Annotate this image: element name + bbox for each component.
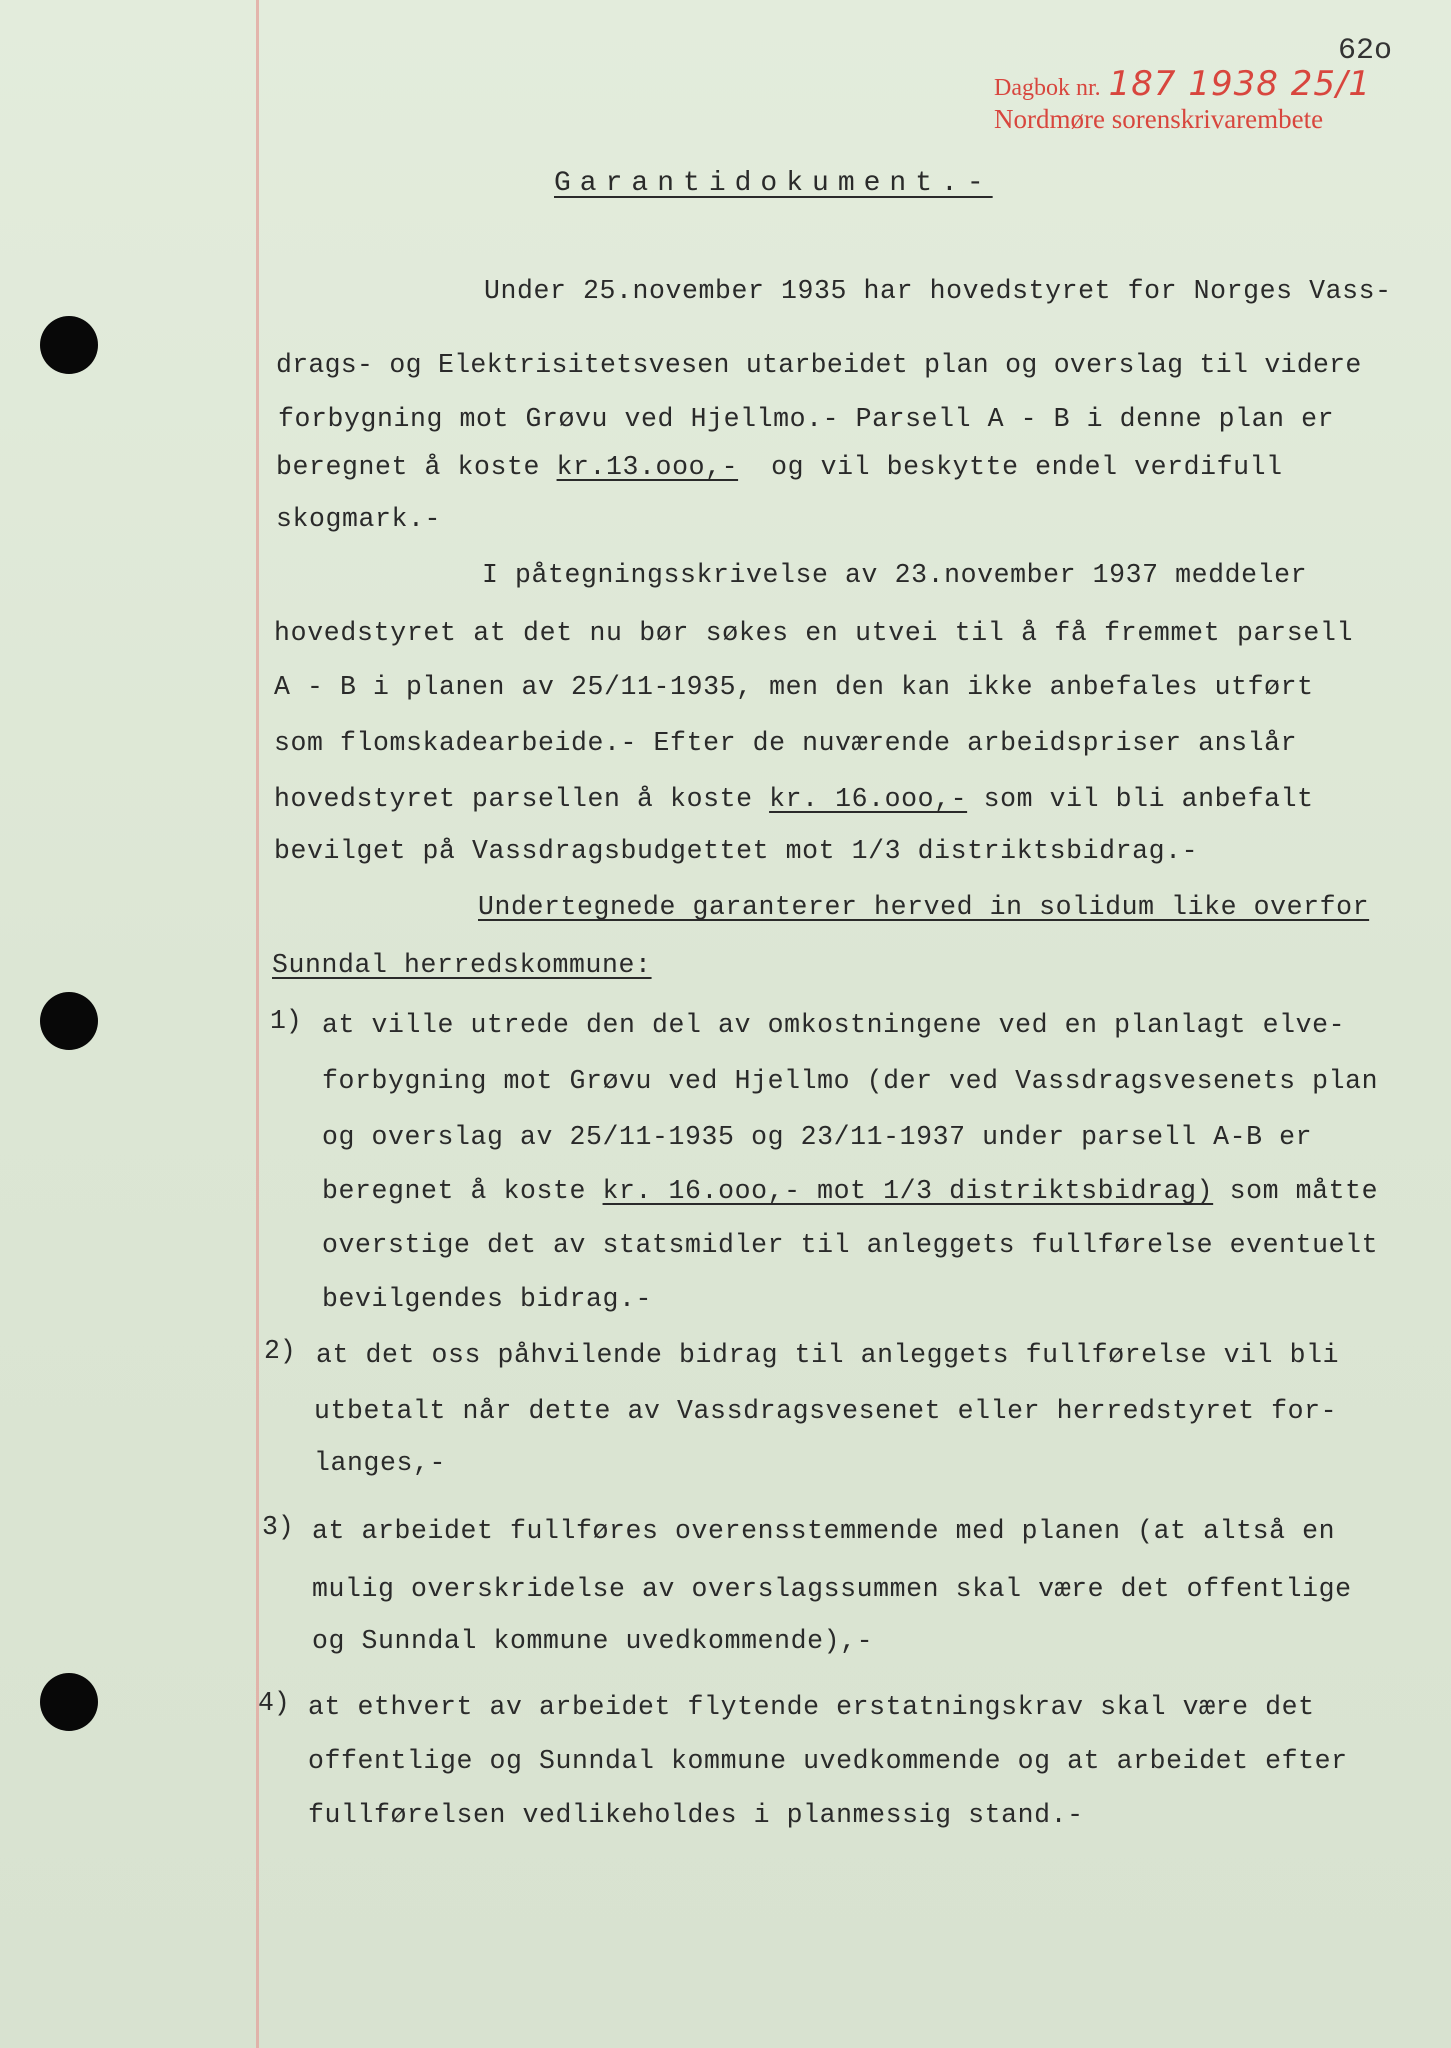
item-number: 2) <box>264 1336 296 1366</box>
guarantee-intro: Undertegnede garanterer herved in solidum like overfor <box>478 892 1370 922</box>
item-line: og overslag av 25/11-1935 og 23/11-1937 under parsell A-B er <box>322 1122 1313 1152</box>
paragraph-line: som flomskadearbeide.- Efter de nuværende arbeidspriser anslår <box>274 728 1298 758</box>
punch-hole-icon <box>40 316 98 374</box>
item-line: fullførelsen vedlikeholdes i planmessig stand.- <box>308 1800 1084 1830</box>
item-line: forbygning mot Grøvu ved Hjellmo (der ved Vassdragsvesenets plan <box>322 1066 1379 1096</box>
amount-underlined: kr. 16.ooo,- <box>769 784 968 814</box>
punch-hole-icon <box>40 1673 98 1731</box>
item-line: at det oss påhvilende bidrag til anleggets fullførelse vil bli <box>316 1340 1340 1370</box>
margin-line <box>256 0 259 2048</box>
item-line: offentlige og Sunndal kommune uvedkommende og at arbeidet efter <box>308 1746 1348 1776</box>
amount-underlined: kr. 16.ooo,- mot 1/3 distriktsbidrag) <box>602 1176 1214 1206</box>
punch-hole-icon <box>40 992 98 1050</box>
document-title: Garantidokument.- <box>554 168 993 199</box>
paragraph-line: beregnet å koste kr.13.ooo,- og vil beskytte endel verdifull <box>276 452 1283 482</box>
paragraph-line: hovedstyret parsellen å koste kr. 16.ooo,- som vil bli anbefalt <box>274 784 1314 814</box>
paragraph-line: Under 25.november 1935 har hovedstyret for Norges Vass- <box>484 276 1392 306</box>
guarantee-recipient: Sunndal herredskommune: <box>272 950 652 980</box>
paragraph-line: drags- og Elektrisitetsvesen utarbeidet plan og overslag til videre <box>276 350 1362 380</box>
item-number: 4) <box>258 1688 290 1718</box>
paragraph-line: bevilget på Vassdragsbudgettet mot 1/3 distriktsbidrag.- <box>274 836 1199 866</box>
item-line: overstige det av statsmidler til anleggets fullførelse eventuelt <box>322 1230 1379 1260</box>
item-line: bevilgendes bidrag.- <box>322 1284 653 1314</box>
stamp-prefix: Dagbok nr. <box>994 75 1101 101</box>
paragraph-line: A - B i planen av 25/11-1935, men den kan ikke anbefales utført <box>274 672 1314 702</box>
stamp-office: Nordmøre sorenskrivarembete <box>994 104 1324 134</box>
paragraph-line: hovedstyret at det nu bør søkes en utvei til å få fremmet parsell <box>274 618 1354 648</box>
item-number: 1) <box>270 1006 302 1036</box>
paragraph-line: I påtegningsskrivelse av 23.november 1937 meddeler <box>482 560 1308 590</box>
item-number: 3) <box>262 1512 294 1542</box>
item-line: at ethvert av arbeidet flytende erstatningskrav skal være det <box>308 1692 1315 1722</box>
paragraph-line: forbygning mot Grøvu ved Hjellmo.- Parsell A - B i denne plan er <box>278 404 1335 434</box>
item-line: mulig overskridelse av overslagssummen skal være det offentlige <box>312 1574 1352 1604</box>
page-number: 62o <box>1338 34 1393 68</box>
item-line: langes,- <box>314 1448 447 1478</box>
registry-stamp <box>994 64 1371 135</box>
item-line: at arbeidet fullføres overensstemmende med planen (at altså en <box>312 1516 1336 1546</box>
item-line: og Sunndal kommune uvedkommende),- <box>312 1626 874 1656</box>
paragraph-line: skogmark.- <box>276 504 442 534</box>
stamp-handwritten-entry: 187 1938 25/1 <box>1108 64 1372 104</box>
item-line: beregnet å koste kr. 16.ooo,- mot 1/3 distriktsbidrag) som måtte <box>322 1176 1379 1206</box>
item-line: utbetalt når dette av Vassdragsvesenet eller herredstyret for- <box>314 1396 1338 1426</box>
item-line: at ville utrede den del av omkostningene ved en planlagt elve- <box>322 1010 1346 1040</box>
amount-underlined: kr.13.ooo,- <box>556 452 739 482</box>
